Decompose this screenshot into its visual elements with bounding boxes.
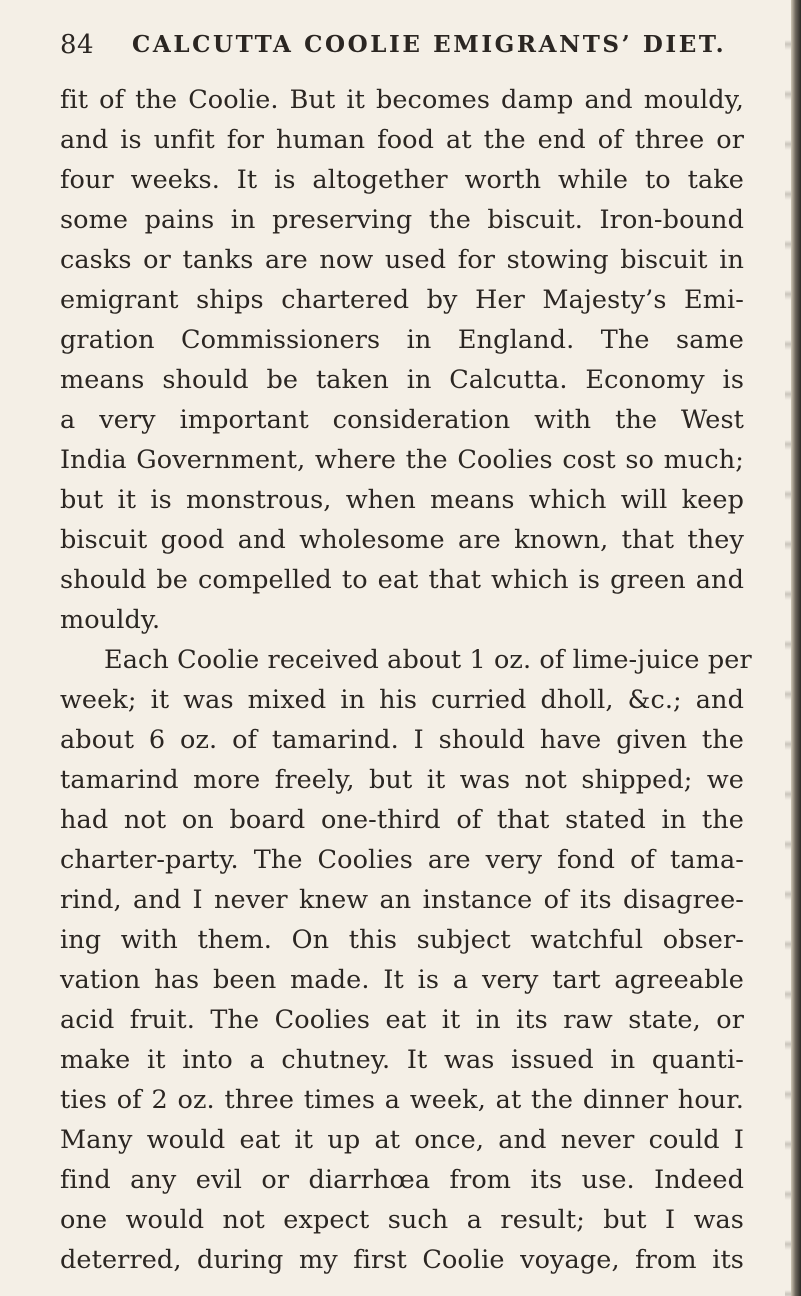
text-line: Many would eat it up at once, and never could I: [60, 1125, 744, 1155]
text-line: Each Coolie received about 1 oz. of lime-juice per: [104, 645, 752, 675]
text-line: emigrant ships chartered by Her Majesty’s Emi-: [60, 285, 744, 315]
text-line: mouldy.: [60, 605, 161, 635]
text-line: about 6 oz. of tamarind. I should have given the: [60, 725, 744, 755]
text-line: had not on board one-third of that stated in the: [60, 805, 744, 835]
running-title: CALCUTTA COOLIE EMIGRANTS’ DIET.: [132, 31, 727, 58]
text-line: ing with them. On this subject watchful obser-: [60, 925, 744, 955]
text-line: four weeks. It is altogether worth while to take: [60, 165, 744, 195]
text-line: but it is monstrous, when means which will keep: [60, 485, 744, 515]
running-head: [60, 25, 740, 65]
text-line: some pains in preserving the biscuit. Iron-bound: [60, 205, 744, 235]
text-line: fit of the Coolie. But it becomes damp and mouldy,: [60, 85, 744, 115]
text-line: deterred, during my first Coolie voyage, from its: [60, 1245, 744, 1275]
text-line: and is unfit for human food at the end of three or: [60, 125, 744, 155]
text-line: vation has been made. It is a very tart agreeable: [60, 965, 744, 995]
page-number: 84: [60, 30, 95, 60]
text-line: find any evil or diarrhœa from its use. Indeed: [60, 1165, 744, 1195]
text-line: charter-party. The Coolies are very fond of tama-: [60, 845, 744, 875]
text-line: ties of 2 oz. three times a week, at the dinner hour.: [60, 1085, 744, 1115]
text-line: week; it was mixed in his curried dholl, &c.; and: [60, 685, 744, 715]
book-spine-edge: [791, 0, 801, 1296]
text-line: India Government, where the Coolies cost so much;: [60, 445, 744, 475]
text-line: make it into a chutney. It was issued in quanti-: [60, 1045, 744, 1075]
body-text: [60, 80, 752, 1280]
text-line: rind, and I never knew an instance of its disagree-: [60, 885, 744, 915]
text-line: tamarind more freely, but it was not shipped; we: [60, 765, 744, 795]
text-line: a very important consideration with the West: [60, 405, 744, 435]
text-line: gration Commissioners in England. The same: [60, 325, 744, 355]
text-line: should be compelled to eat that which is green and: [60, 565, 744, 595]
text-line: acid fruit. The Coolies eat it in its raw state, or: [60, 1005, 744, 1035]
text-line: biscuit good and wholesome are known, that they: [60, 525, 744, 555]
text-line: one would not expect such a result; but I was: [60, 1205, 744, 1235]
text-line: casks or tanks are now used for stowing biscuit in: [60, 245, 744, 275]
text-line: means should be taken in Calcutta. Economy is: [60, 365, 744, 395]
